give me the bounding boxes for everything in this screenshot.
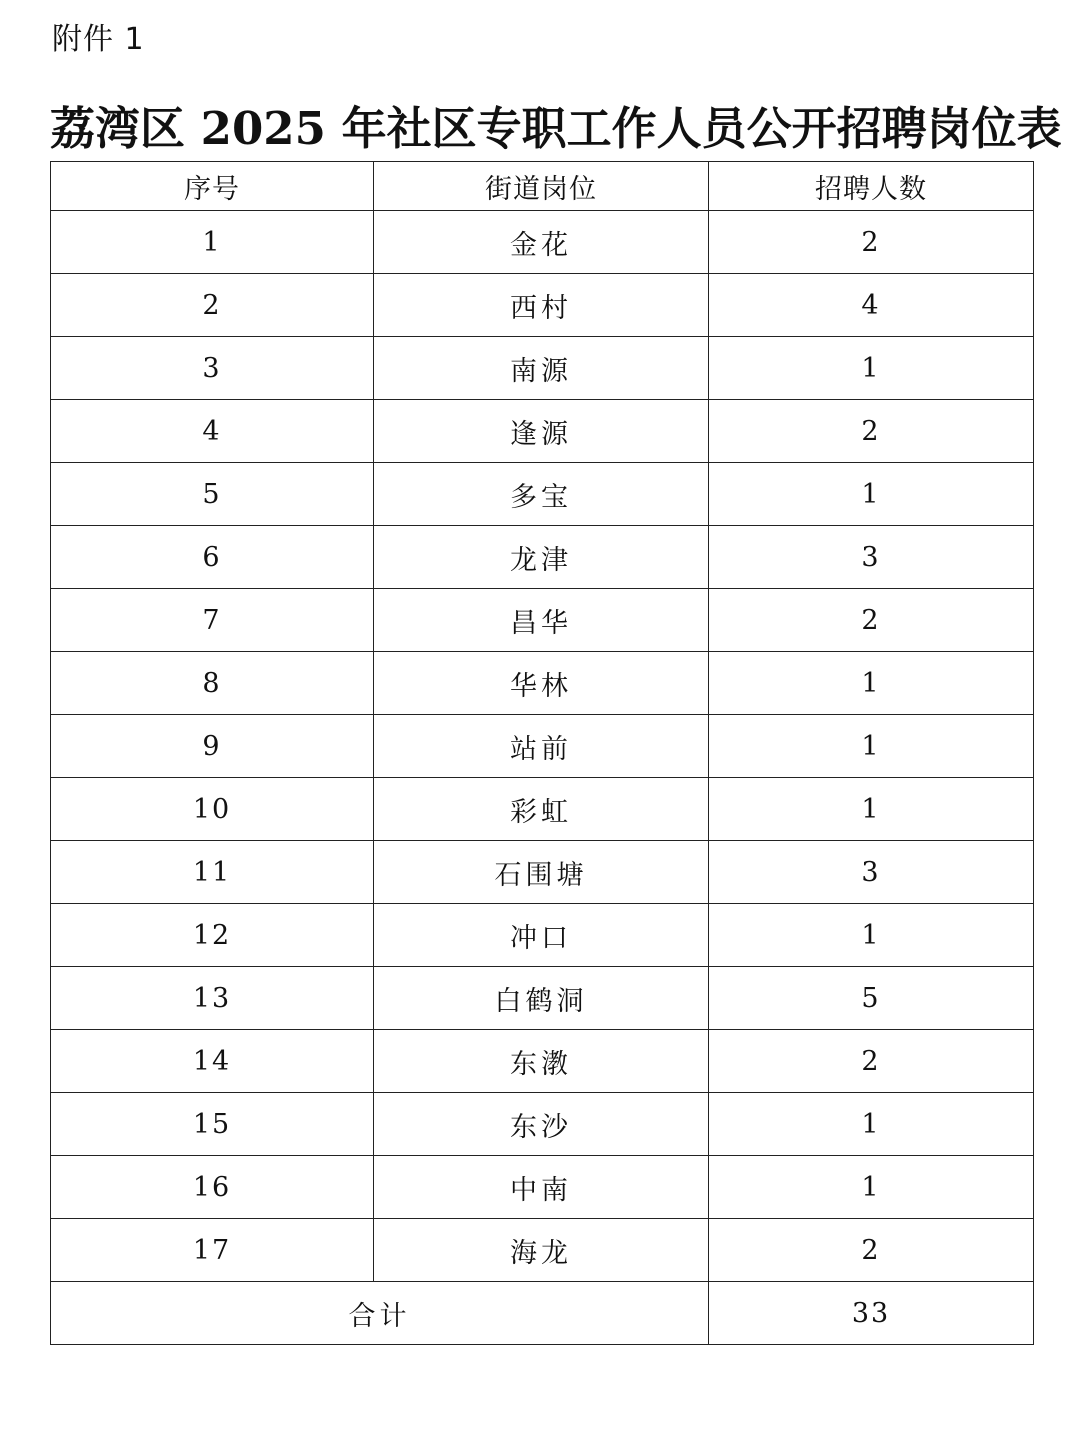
document-title: 荔湾区 2025 年社区专职工作人员公开招聘岗位表 — [50, 102, 1062, 155]
serial-number-cell: 13 — [51, 967, 374, 1030]
header-serial-number: 序号 — [51, 162, 374, 211]
recruit-count-cell: 1 — [709, 1156, 1034, 1219]
table-row — [51, 526, 1034, 589]
street-name-cell: 多宝 — [374, 463, 709, 526]
street-name-cell: 昌华 — [374, 589, 709, 652]
street-name-cell: 冲口 — [374, 904, 709, 967]
serial-number-cell: 9 — [51, 715, 374, 778]
serial-number-cell: 8 — [51, 652, 374, 715]
street-name-cell: 华林 — [374, 652, 709, 715]
table-row — [51, 337, 1034, 400]
recruit-count-cell: 1 — [709, 904, 1034, 967]
table-row — [51, 652, 1034, 715]
recruit-count-cell: 2 — [709, 211, 1034, 274]
table-row — [51, 1093, 1034, 1156]
serial-number-cell: 15 — [51, 1093, 374, 1156]
serial-number-cell: 4 — [51, 400, 374, 463]
street-name-cell: 彩虹 — [374, 778, 709, 841]
street-name-cell: 中南 — [374, 1156, 709, 1219]
table-row — [51, 589, 1034, 652]
street-name-cell: 白鹤洞 — [374, 967, 709, 1030]
street-name-cell: 东沙 — [374, 1093, 709, 1156]
attachment-label: 附件 1 — [52, 22, 145, 57]
table-header-row — [51, 162, 1034, 211]
total-label-cell: 合计 — [51, 1282, 709, 1345]
serial-number-cell: 16 — [51, 1156, 374, 1219]
recruit-count-cell: 2 — [709, 1219, 1034, 1282]
table-row — [51, 1030, 1034, 1093]
serial-number-cell: 17 — [51, 1219, 374, 1282]
table-row — [51, 967, 1034, 1030]
serial-number-cell: 5 — [51, 463, 374, 526]
header-recruit-count: 招聘人数 — [709, 162, 1034, 211]
serial-number-cell: 1 — [51, 211, 374, 274]
recruit-count-cell: 5 — [709, 967, 1034, 1030]
serial-number-cell: 7 — [51, 589, 374, 652]
serial-number-cell: 3 — [51, 337, 374, 400]
table-row — [51, 463, 1034, 526]
recruit-count-cell: 4 — [709, 274, 1034, 337]
table-row — [51, 904, 1034, 967]
recruit-count-cell: 1 — [709, 652, 1034, 715]
serial-number-cell: 12 — [51, 904, 374, 967]
street-name-cell: 西村 — [374, 274, 709, 337]
recruit-count-cell: 1 — [709, 1093, 1034, 1156]
recruit-count-cell: 1 — [709, 715, 1034, 778]
recruit-count-cell: 1 — [709, 463, 1034, 526]
total-value-cell: 33 — [709, 1282, 1034, 1345]
table-row — [51, 274, 1034, 337]
recruit-count-cell: 1 — [709, 337, 1034, 400]
recruit-count-cell: 2 — [709, 1030, 1034, 1093]
recruit-count-cell: 3 — [709, 841, 1034, 904]
street-name-cell: 石围塘 — [374, 841, 709, 904]
recruit-count-cell: 1 — [709, 778, 1034, 841]
serial-number-cell: 14 — [51, 1030, 374, 1093]
street-name-cell: 东漖 — [374, 1030, 709, 1093]
table-row — [51, 400, 1034, 463]
table-row — [51, 1156, 1034, 1219]
street-name-cell: 龙津 — [374, 526, 709, 589]
recruit-count-cell: 2 — [709, 589, 1034, 652]
street-name-cell: 南源 — [374, 337, 709, 400]
serial-number-cell: 10 — [51, 778, 374, 841]
street-name-cell: 逢源 — [374, 400, 709, 463]
table-row — [51, 715, 1034, 778]
table-row — [51, 841, 1034, 904]
table-row — [51, 1219, 1034, 1282]
serial-number-cell: 6 — [51, 526, 374, 589]
table-total-row — [51, 1282, 1034, 1345]
header-street-position: 街道岗位 — [374, 162, 709, 211]
street-name-cell: 站前 — [374, 715, 709, 778]
table-body — [51, 211, 1034, 1345]
table-row — [51, 211, 1034, 274]
recruitment-positions-table — [50, 161, 1034, 1345]
street-name-cell: 金花 — [374, 211, 709, 274]
serial-number-cell: 2 — [51, 274, 374, 337]
recruit-count-cell: 3 — [709, 526, 1034, 589]
table-row — [51, 778, 1034, 841]
serial-number-cell: 11 — [51, 841, 374, 904]
recruit-count-cell: 2 — [709, 400, 1034, 463]
street-name-cell: 海龙 — [374, 1219, 709, 1282]
